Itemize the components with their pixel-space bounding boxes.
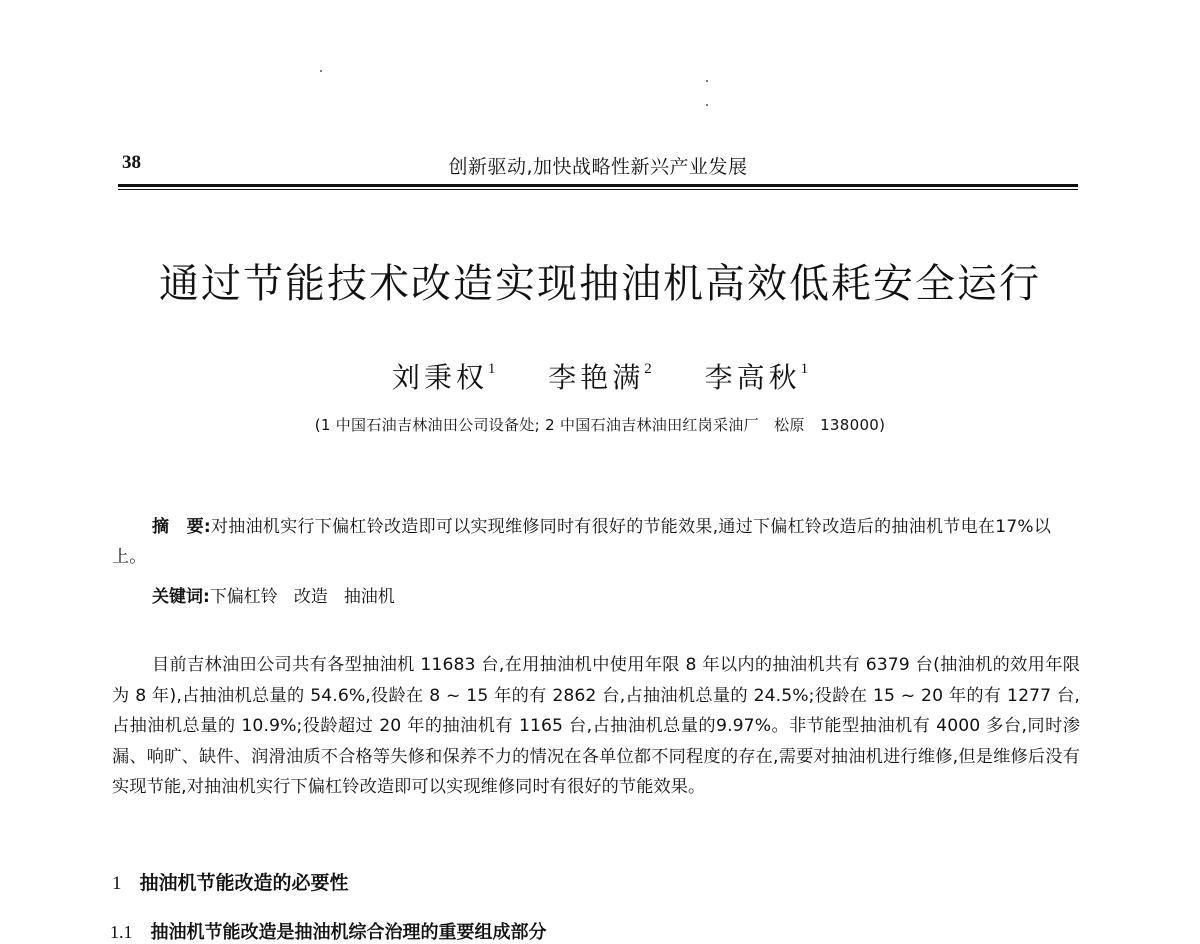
keywords-label: 关键词: <box>152 587 210 607</box>
abstract-text: 对抽油机实行下偏杠铃改造即可以实现维修同时有很好的节能效果,通过下偏杠铃改造后的抽油机节电在17%以上。 <box>112 517 1052 567</box>
abstract-label: 摘 要: <box>152 517 211 537</box>
keyword: 抽油机 <box>343 587 395 607</box>
scan-speck <box>320 70 322 72</box>
subsection-number: 1.1 <box>110 922 133 942</box>
abstract <box>112 512 1080 572</box>
running-head <box>118 152 1078 182</box>
scan-speck <box>706 104 708 106</box>
author-affiliation-mark: 1 <box>800 361 809 377</box>
author-name-text: 刘秉权 <box>391 361 488 394</box>
author-name <box>548 356 652 396</box>
author-affiliation-mark: 1 <box>487 361 496 377</box>
author-list <box>100 356 1100 396</box>
author-name-text: 李高秋 <box>704 361 801 394</box>
affiliation: (1 中国石油吉林油田公司设备处; 2 中国石油吉林油田红岗采油厂 松原 138000) <box>314 416 886 434</box>
scan-speck <box>706 80 708 82</box>
keyword: 下偏杠铃 <box>209 587 278 607</box>
page-number: 38 <box>122 152 141 173</box>
header-rule-thin <box>118 189 1078 190</box>
journal-title: 创新驱动,加快战略性新兴产业发展 <box>448 156 748 178</box>
author-name <box>392 356 496 396</box>
header-rule-thick <box>118 184 1078 187</box>
subsection-heading <box>110 918 547 944</box>
body-paragraph: 目前吉林油田公司共有各型抽油机 11683 台,在用抽油机中使用年限 8 年以内的抽油机共有 6379 台(抽油机的效用年限为 8 年),占抽油机总量的 54.6%,役龄在 8 ~ 15 年的有 2862 台,占抽油机总量的 24.5%;役龄在 15 ~ 20 年的有 1277 台,占抽油机总量的 10.9%;役龄超过 20 年的抽油机有 1165 台,占抽油机总量的9.97%。非节能型抽油机有 4000 多台,同时渗漏、响旷、缺件、润滑油质不合格等失修和保养不力的情况在各单位都不同程度的存在,需要对抽油机进行维修,但是维修后没有实现节能,对抽油机实行下偏杠铃改造即可以实现维修同时有很好的节能效果。 <box>112 655 1080 798</box>
keyword: 改造 <box>293 587 328 607</box>
section-title: 抽油机节能改造的必要性 <box>139 872 349 894</box>
author-affiliation-mark: 2 <box>644 361 652 377</box>
article-title: 通过节能技术改造实现抽油机高效低耗安全运行 <box>159 261 1041 307</box>
author-name-text: 李艳满 <box>548 361 645 394</box>
author-name <box>705 356 809 396</box>
section-number: 1 <box>112 873 122 894</box>
subsection-title: 抽油机节能改造是抽油机综合治理的重要组成部分 <box>150 922 547 943</box>
keywords <box>152 582 1082 607</box>
section-heading <box>112 868 349 895</box>
